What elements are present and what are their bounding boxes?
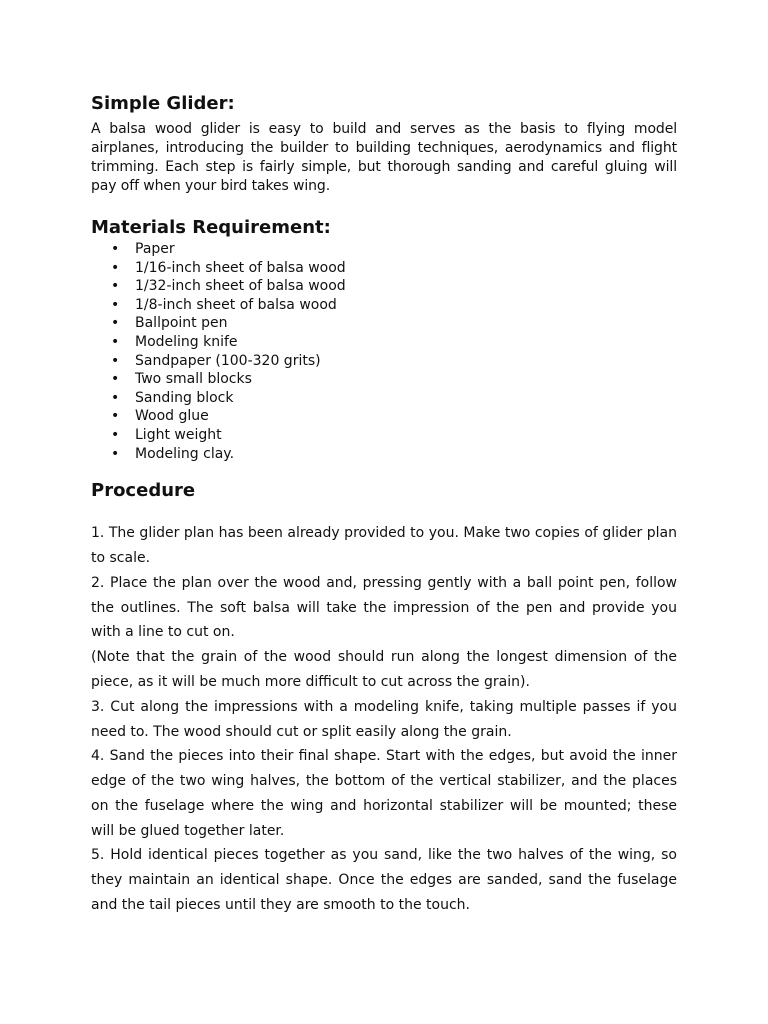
simple-glider-paragraph: A balsa wood glider is easy to build and serves as the basis to flying model airplanes, introducing the builder to building techniques, aerodynamics and flight trimming. Each step is fairly simple, but thorough sanding and careful gluing will pay off when your bird takes wing. xyxy=(91,121,677,194)
list-item xyxy=(91,259,677,278)
list-item xyxy=(91,314,677,333)
list-item-label: Sandpaper (100-320 grits) xyxy=(135,352,321,369)
procedure-steps xyxy=(91,521,677,918)
list-item xyxy=(91,333,677,352)
list-item-label: Wood glue xyxy=(135,408,209,425)
bullet-icon: • xyxy=(111,296,120,313)
procedure-note: (Note that the grain of the wood should run along the longest dimension of the piece, as it will be much more difficult to cut across the grain). xyxy=(91,649,677,690)
list-item-label: Modeling clay. xyxy=(135,445,235,462)
list-item xyxy=(91,352,677,371)
list-item-label: Paper xyxy=(135,241,175,257)
list-item-label: Ballpoint pen xyxy=(135,315,228,332)
procedure-heading: Procedure xyxy=(91,480,196,502)
bullet-icon: • xyxy=(111,241,120,257)
list-item-label: Modeling knife xyxy=(135,333,238,350)
bullet-icon: • xyxy=(111,315,120,332)
bullet-icon: • xyxy=(111,278,120,295)
bullet-icon: • xyxy=(111,371,120,388)
materials-heading: Materials Requirement: xyxy=(91,217,331,238)
list-item xyxy=(91,240,677,259)
list-item xyxy=(91,277,677,296)
list-item xyxy=(91,389,677,408)
materials-list xyxy=(91,240,677,463)
list-item-label: 1/8-inch sheet of balsa wood xyxy=(135,296,337,313)
procedure-step: 3. Cut along the impressions with a modeling knife, taking multiple passes if you need to. The wood should cut or split easily along the grain. xyxy=(91,698,677,740)
list-item xyxy=(91,445,677,464)
list-item-label: 1/32-inch sheet of balsa wood xyxy=(135,278,346,295)
bullet-icon: • xyxy=(111,426,120,443)
list-item-label: Sanding block xyxy=(135,389,234,406)
bullet-icon: • xyxy=(111,389,120,406)
list-item-label: 1/16-inch sheet of balsa wood xyxy=(135,259,346,276)
bullet-icon: • xyxy=(111,352,120,369)
bullet-icon: • xyxy=(111,259,120,276)
list-item-label: Light weight xyxy=(135,426,222,443)
procedure-step: 4. Sand the pieces into their final shape. Start with the edges, but avoid the inner edge of the two wing halves, the bottom of the vertical stabilizer, and the places on the fuselage where the wing and horizontal stabilizer will be mounted; these will be glued together later. xyxy=(91,748,677,839)
list-item xyxy=(91,296,677,315)
bullet-icon: • xyxy=(111,445,120,462)
list-item-label: Two small blocks xyxy=(135,371,252,388)
simple-glider-heading: Simple Glider: xyxy=(91,93,235,114)
list-item xyxy=(91,426,677,445)
document-page xyxy=(91,88,677,918)
procedure-step: 5. Hold identical pieces together as you sand, like the two halves of the wing, so they maintain an identical shape. Once the edges are sanded, sand the fuselage and the tail pieces until they are smooth to the touch. xyxy=(91,847,677,914)
list-item xyxy=(91,370,677,389)
procedure-step: 1. The glider plan has been already provided to you. Make two copies of glider plan to scale. xyxy=(91,525,677,566)
bullet-icon: • xyxy=(111,408,120,425)
list-item xyxy=(91,407,677,426)
procedure-step: 2. Place the plan over the wood and, pressing gently with a ball point pen, follow the outlines. The soft balsa will take the impression of the pen and provide you with a line to cut on. xyxy=(91,574,677,641)
bullet-icon: • xyxy=(111,333,120,350)
